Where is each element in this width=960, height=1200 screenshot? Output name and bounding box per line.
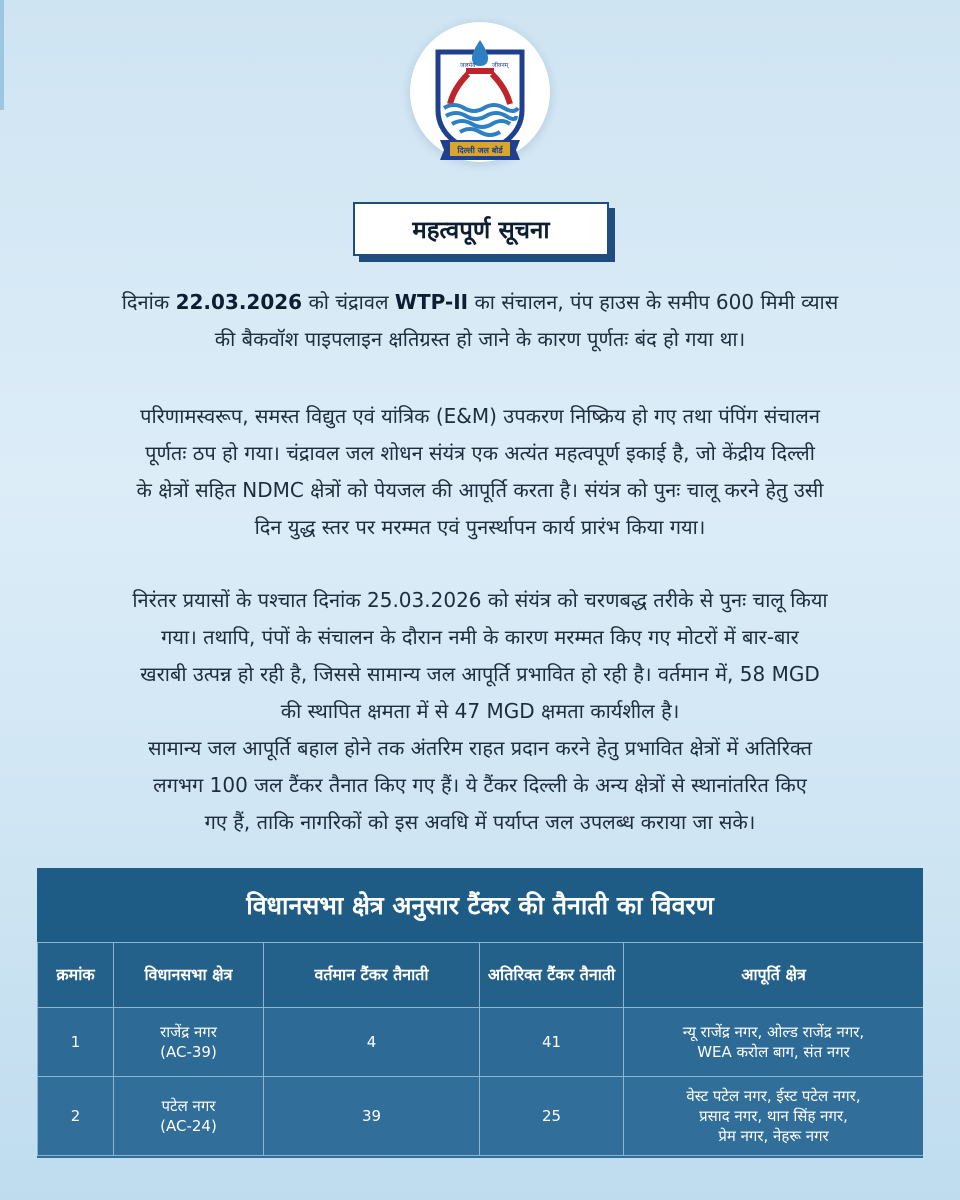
p2-line: पूर्णतः ठप हो गया। चंद्रावल जल शोधन संयंत्र एक अत्यंत महत्वपूर्ण इकाई है, जो केंद्रीय दिल्ली (145, 441, 815, 465)
p3-line: सामान्य जल आपूर्ति बहाल होने तक अंतरिम राहत प्रदान करने हेतु प्रभावित क्षेत्रों में अतिरिक्त (147, 736, 813, 760)
paragraph-restoration (42, 582, 918, 841)
cell-areas (624, 1008, 924, 1077)
cell-current: 4 (264, 1008, 480, 1077)
tanker-deployment-table (37, 868, 923, 1158)
notice-heading: महत्वपूर्ण सूचना (353, 202, 609, 256)
p1-text-2: को चंद्रावल (302, 290, 395, 314)
p3-line: लगभग 100 जल टैंकर तैनात किए गए हैं। ये टैंकर दिल्ली के अन्य क्षेत्रों से स्थानांतरित किए (153, 773, 807, 797)
p1-line-2: की बैकवॉश पाइपलाइन क्षतिग्रस्त हो जाने के कारण पूर्णतः बंद हो गया था। (214, 327, 746, 351)
logo-ribbon-text: दिल्ली जल बोर्ड (457, 146, 503, 155)
p1-date: 22.03.2026 (175, 290, 303, 314)
cell-additional: 41 (480, 1008, 624, 1077)
cell-sno: 1 (38, 1008, 114, 1077)
cell-constituency (114, 1077, 264, 1156)
header-constituency: विधानसभा क्षेत्र (114, 943, 264, 1008)
cell-current: 39 (264, 1077, 480, 1156)
header-additional-tankers: अतिरिक्त टैंकर तैनाती (480, 943, 624, 1008)
constituency-code: (AC-39) (160, 1043, 217, 1061)
header-current-tankers: वर्तमान टैंकर तैनाती (264, 943, 480, 1008)
deployment-grid (37, 942, 923, 1156)
p2-line: के क्षेत्रों सहित NDMC क्षेत्रों को पेयजल की आपूर्ति करता है। संयंत्र को पुनः चालू करने हेतु उसी (136, 478, 824, 502)
header-supply-areas: आपूर्ति क्षेत्र (624, 943, 924, 1008)
logo-text-left: जलमेव (460, 62, 476, 69)
p2-line: परिणामस्वरूप, समस्त विद्युत एवं यांत्रिक (E&M) उपकरण निष्क्रिय हो गए तथा पंपिंग संचालन (140, 404, 820, 428)
table-header-row (38, 943, 924, 1008)
cell-constituency (114, 1008, 264, 1077)
area-line: वेस्ट पटेल नगर, ईस्ट पटेल नगर, (686, 1087, 861, 1105)
table-row (38, 1077, 924, 1156)
p3-line: गया। तथापि, पंपों के संचालन के दौरान नमी के कारण मरम्मत किए गए मोटरों में बार-बार (161, 625, 799, 649)
cell-additional: 25 (480, 1077, 624, 1156)
constituency-name: पटेल नगर (161, 1097, 216, 1115)
constituency-name: राजेंद्र नगर (160, 1023, 217, 1041)
logo-emblem (410, 22, 550, 162)
p3-line: की स्थापित क्षमता में से 47 MGD क्षमता कार्यशील है। (280, 699, 680, 723)
p3-line: गए हैं, ताकि नागरिकों को इस अवधि में पर्याप्त जल उपलब्ध कराया जा सके। (204, 810, 756, 834)
table-title: विधानसभा क्षेत्र अनुसार टैंकर की तैनाती का विवरण (37, 868, 923, 942)
cell-sno: 2 (38, 1077, 114, 1156)
p3-line: निरंतर प्रयासों के पश्चात दिनांक 25.03.2026 को संयंत्र को चरणबद्ध तरीके से पुनः चालू किया (132, 588, 828, 612)
table-row (38, 1008, 924, 1077)
paragraph-consequence (42, 398, 918, 546)
area-line: WEA करोल बाग, संत नगर (697, 1043, 850, 1061)
header-sno: क्रमांक (38, 943, 114, 1008)
logo-text-right: जीवनम् (492, 62, 509, 69)
p1-text-3: का संचालन, पंप हाउस के समीप 600 मिमी व्यास (468, 290, 839, 314)
area-line: प्रसाद नगर, थान सिंह नगर, (699, 1107, 848, 1125)
p3-line: खराबी उत्पन्न हो रही है, जिससे सामान्य जल आपूर्ति प्रभावित हो रही है। वर्तमान में, 58 MGD (140, 662, 820, 686)
p2-line: दिन युद्ध स्तर पर मरम्मत एवं पुनर्स्थापन कार्य प्रारंभ किया गया। (254, 515, 706, 539)
area-line: प्रेम नगर, नेहरू नगर (718, 1127, 829, 1145)
p1-plant: WTP-II (394, 290, 469, 314)
constituency-code: (AC-24) (160, 1117, 217, 1135)
decorative-edge-line (0, 0, 4, 110)
cell-areas (624, 1077, 924, 1156)
paragraph-incident (42, 284, 918, 358)
p1-text-1: दिनांक (121, 290, 176, 314)
delhi-jal-board-logo (410, 22, 550, 162)
area-line: न्यू राजेंद्र नगर, ओल्ड राजेंद्र नगर, (682, 1023, 865, 1041)
